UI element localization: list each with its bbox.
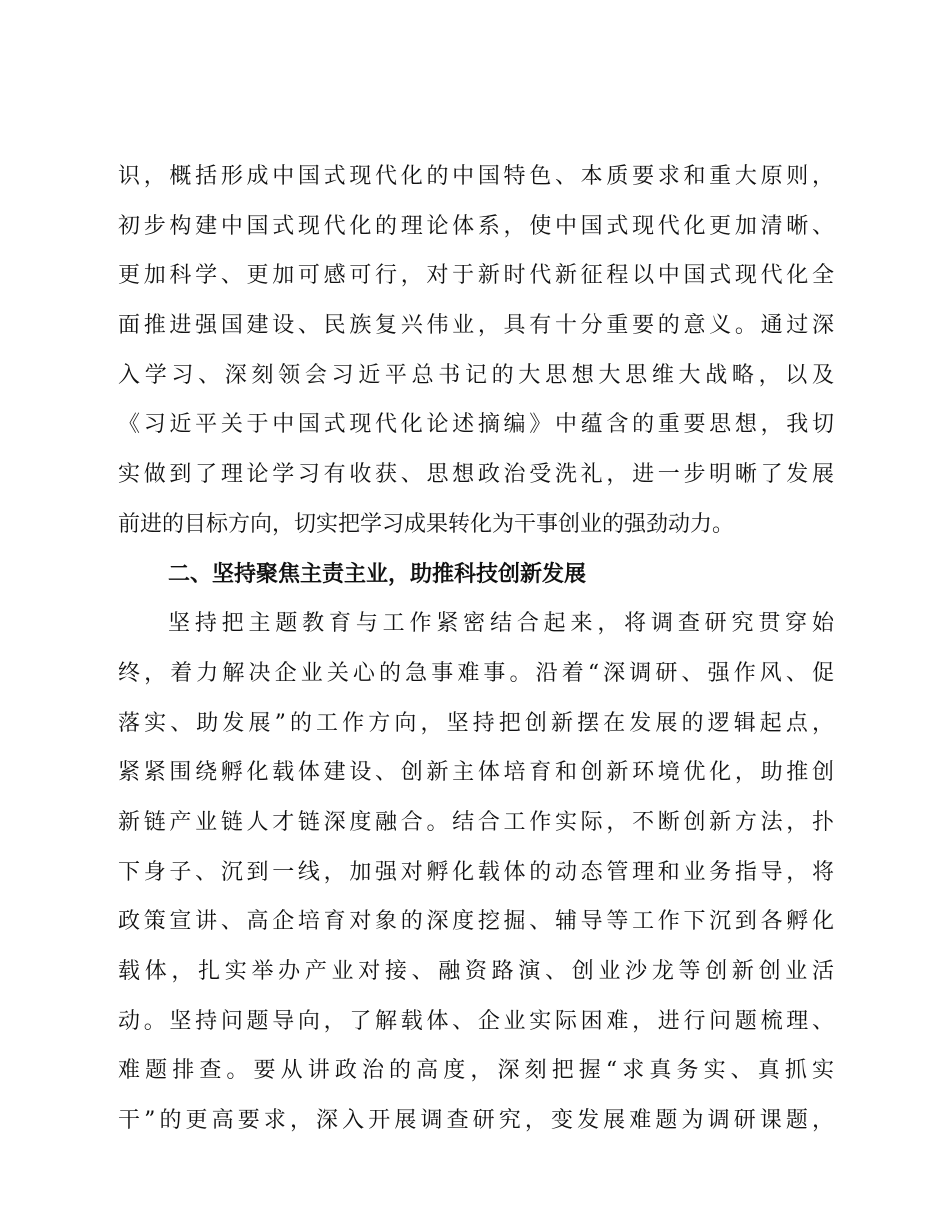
paragraph-line: 终，着力解决企业关心的急事难事。沿着“深调研、强作风、促 <box>118 660 834 686</box>
paragraph-line: 更加科学、更加可感可行，对于新时代新征程以中国式现代化全 <box>118 263 834 289</box>
paragraph-line: 动。坚持问题导向，了解载体、企业实际困难，进行问题梳理、 <box>118 1008 834 1034</box>
paragraph-line: 面推进强国建设、民族复兴伟业，具有十分重要的意义。通过深 <box>118 313 834 339</box>
paragraph-line: 紧紧围绕孵化载体建设、创新主体培育和创新环境优化，助推创 <box>118 760 834 786</box>
paragraph-line: 落实、助发展”的工作方向，坚持把创新摆在发展的逻辑起点， <box>118 710 834 736</box>
paragraph-line: 《习近平关于中国式现代化论述摘编》中蕴含的重要思想，我切 <box>118 412 834 438</box>
section-heading: 二、坚持聚焦主责主业，助推科技创新发展 <box>168 561 587 587</box>
paragraph-line: 干”的更高要求，深入开展调查研究，变发展难题为调研课题， <box>118 1108 834 1134</box>
paragraph-line: 难题排查。要从讲政治的高度，深刻把握“求真务实、真抓实 <box>118 1058 834 1084</box>
paragraph-2 <box>118 599 834 1146</box>
paragraph-line: 识，概括形成中国式现代化的中国特色、本质要求和重大原则， <box>118 164 834 189</box>
paragraph-1 <box>118 152 834 550</box>
paragraph-line: 坚持把主题教育与工作紧密结合起来，将调查研究贯穿始 <box>168 611 834 637</box>
paragraph-line: 新链产业链人才链深度融合。结合工作实际，不断创新方法，扑 <box>118 809 834 835</box>
paragraph-line: 前进的目标方向，切实把学习成果转化为干事创业的强劲动力。 <box>118 511 735 537</box>
paragraph-line: 载体，扎实举办产业对接、融资路演、创业沙龙等创新创业活 <box>118 959 834 984</box>
paragraph-line: 入学习、深刻领会习近平总书记的大思想大思维大战略，以及 <box>118 362 834 388</box>
paragraph-line: 政策宣讲、高企培育对象的深度挖掘、辅导等工作下沉到各孵化 <box>118 909 834 935</box>
body-text <box>118 152 834 1146</box>
paragraph-line: 实做到了理论学习有收获、思想政治受洗礼，进一步明晰了发展 <box>118 462 834 488</box>
paragraph-line: 初步构建中国式现代化的理论体系，使中国式现代化更加清晰、 <box>118 213 834 239</box>
paragraph-line: 下身子、沉到一线，加强对孵化载体的动态管理和业务指导，将 <box>118 859 834 885</box>
